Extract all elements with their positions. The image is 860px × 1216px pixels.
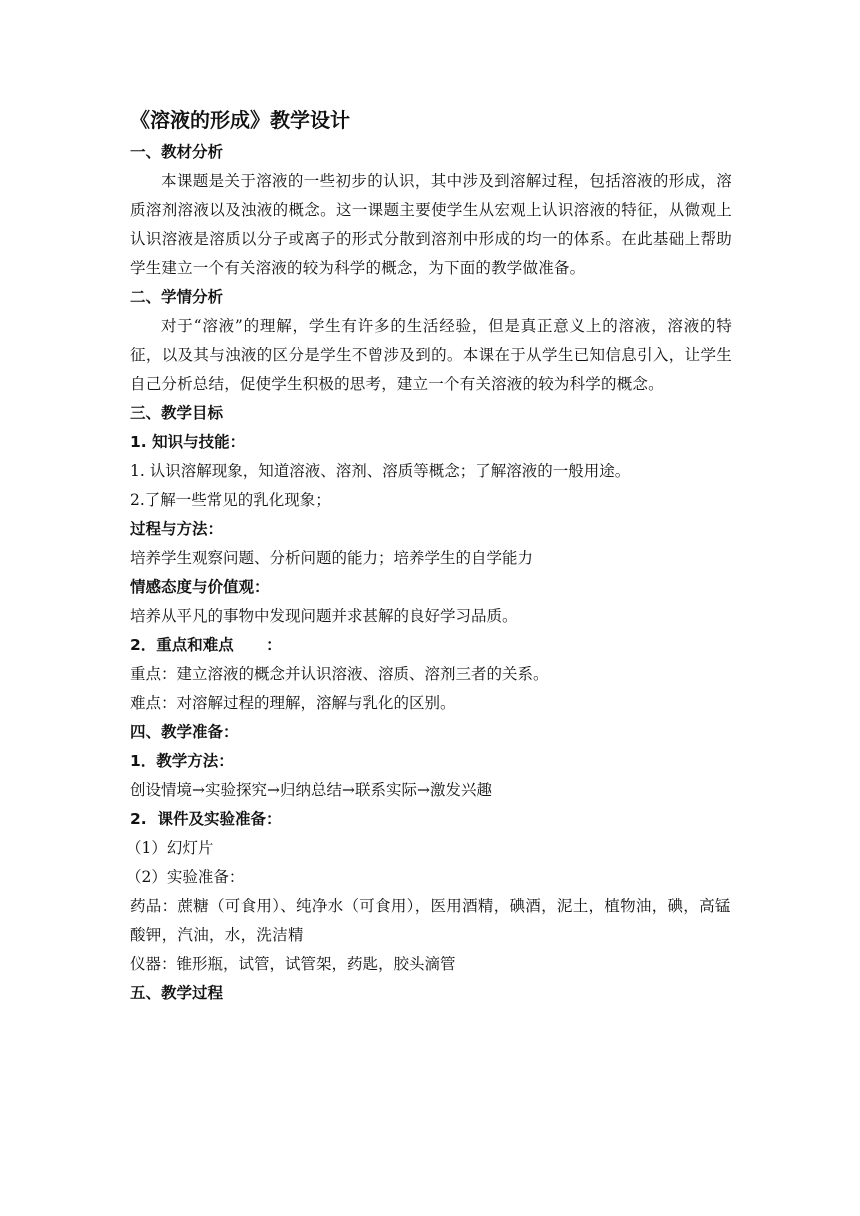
prep-item-experiment: （2）实验准备：	[126, 868, 245, 886]
student-analysis-paragraph: 对于“溶液”的理解，学生有许多的生活经验，但是真正意义上的溶液，溶液的特征，以及其与浊液的区分是学生不曾涉及到的。本课在于从学生已知信息引入，让学生自己分析总结，促使学生积极的思考，建立一个有关溶液的较为科学的概念。	[130, 317, 732, 393]
process-methods-text: 培养学生观察问题、分析问题的能力；培养学生的自学能力	[130, 549, 534, 567]
document-title: 《溶液的形成》教学设计	[130, 108, 350, 132]
section-heading-textbook-analysis: 一、教材分析	[130, 143, 224, 161]
document-body	[126, 104, 732, 1008]
prep-item-slides: （1）幻灯片	[126, 839, 214, 857]
textbook-analysis-paragraph: 本课题是关于溶液的一些初步的认识，其中涉及到溶解过程，包括溶液的形成，溶质溶剂溶液以及浊液的概念。这一课题主要使学生从宏观上认识溶液的特征，从微观上认识溶液是溶质以分子或离子的形式分散到溶剂中形成的均一的体系。在此基础上帮助学生建立一个有关溶液的较为科学的概念，为下面的教学做准备。	[130, 172, 732, 277]
subheading-knowledge-skills: 1. 知识与技能：	[130, 433, 246, 451]
key-point-text: 重点：建立溶液的概念并认识溶液、溶质、溶剂三者的关系。	[130, 665, 549, 683]
subheading-teaching-method: 1．教学方法：	[130, 752, 234, 770]
section-heading-teaching-process: 五、教学过程	[130, 984, 224, 1002]
knowledge-item-2: 2.了解一些常见的乳化现象；	[130, 491, 331, 509]
emotion-values-text: 培养从平凡的事物中发现问题并求甚解的良好学习品质。	[130, 607, 518, 625]
instruments-list: 仪器：锥形瓶，试管，试管架，药匙，胶头滴管	[130, 955, 456, 973]
section-heading-teaching-preparation: 四、教学准备：	[130, 723, 239, 741]
subheading-courseware-experiment: 2. 课件及实验准备：	[130, 810, 282, 828]
subheading-process-methods: 过程与方法：	[130, 520, 224, 538]
knowledge-item-1: 1. 认识溶解现象，知道溶液、溶剂、溶质等概念；了解溶液的一般用途。	[130, 462, 631, 480]
teaching-method-text: 创设情境→实验探究→归纳总结→联系实际→激发兴趣	[130, 781, 492, 799]
subheading-emotion-values: 情感态度与价值观：	[130, 578, 270, 596]
drugs-list: 药品：蔗糖（可食用）、纯净水（可食用），医用酒精，碘酒，泥土，植物油，碘，高锰酸钾，汽油，水，洗洁精	[130, 897, 731, 944]
subheading-key-difficult-points: 2．重点和难点 ：	[130, 636, 282, 654]
section-heading-teaching-goals: 三、教学目标	[130, 404, 224, 422]
section-heading-student-analysis: 二、学情分析	[130, 288, 224, 306]
difficult-point-text: 难点：对溶解过程的理解，溶解与乳化的区别。	[130, 694, 456, 712]
